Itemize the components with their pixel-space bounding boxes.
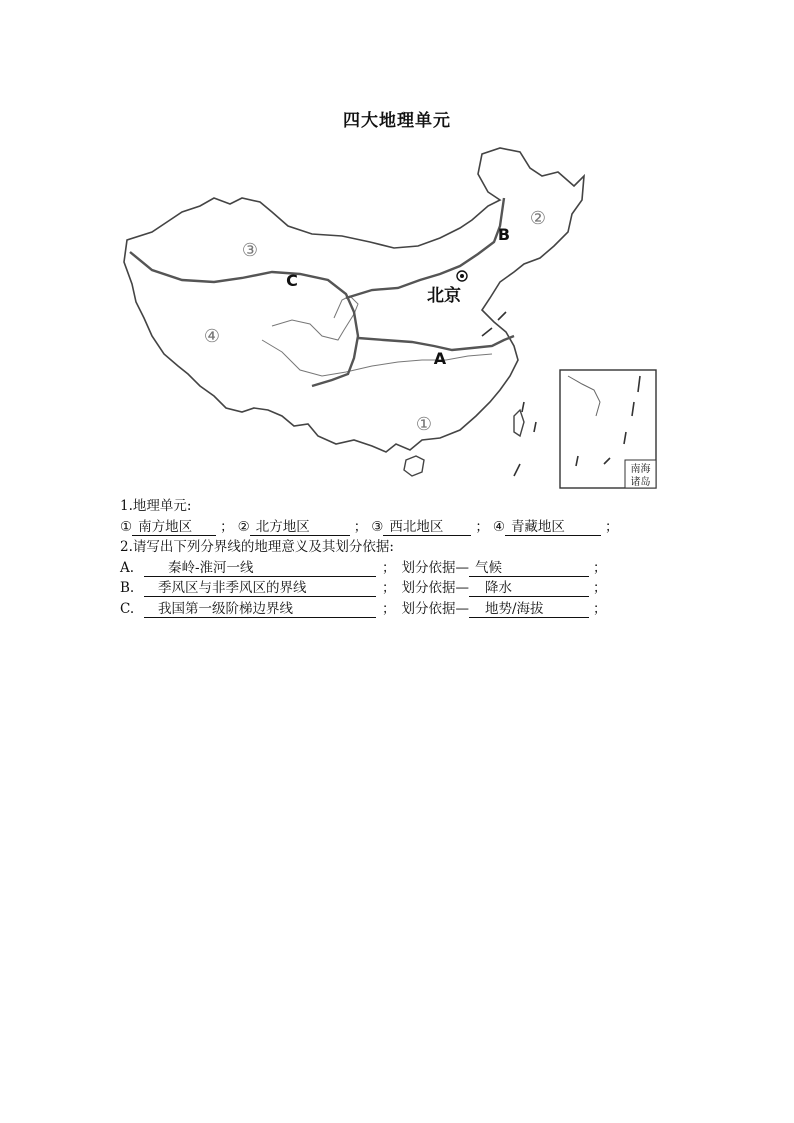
q1-answer-4[interactable]: 青藏地区 [505, 520, 601, 536]
capital-label: 北京 [427, 286, 461, 306]
q2-meaning-a[interactable]: 秦岭-淮河一线 [144, 561, 376, 577]
region-2-label: ② [529, 208, 547, 229]
q2-basis-c[interactable]: 地势/海拔 [469, 602, 589, 618]
worksheet-text [120, 496, 680, 619]
inset-label-line1: 南海 [630, 464, 651, 475]
south-sea-inset [560, 370, 656, 488]
q1-sep-4: ； [604, 518, 619, 535]
q1-heading: 1.地理单元: [120, 498, 192, 514]
q1-sep-2: ； [353, 518, 368, 535]
q2-sep-b2: ； [593, 580, 607, 596]
q2-sep-b1: ； [382, 580, 396, 596]
hainan-island [404, 456, 424, 476]
q1-answer-2[interactable]: 北方地区 [250, 520, 350, 536]
q2-meaning-b[interactable]: 季风区与非季风区的界线 [144, 581, 376, 597]
q2-row-a [120, 558, 680, 579]
q2-basis-label-c: 划分依据— [401, 600, 469, 617]
page-title: 四大地理单元 [343, 111, 451, 131]
q1-answers [120, 517, 680, 538]
q1-sep-3: ； [475, 518, 489, 535]
q2-row-c [120, 599, 680, 620]
q2-heading: 2.请写出下列分界线的地理意义及其划分依据: [120, 539, 394, 555]
q2-basis-a[interactable]: 气候 [469, 561, 589, 577]
q2-letter-a: A. [120, 559, 135, 576]
inset-label-line2: 诸岛 [630, 477, 651, 488]
q1-marker-3: ③ [371, 518, 384, 535]
line-b-label: B [497, 225, 511, 244]
q1-marker-1: ① [120, 518, 133, 535]
q2-sep-a1: ； [382, 559, 396, 576]
region-4-label: ④ [203, 326, 221, 347]
q1-sep-1: ； [220, 518, 234, 535]
q1-answer-3[interactable]: 西北地区 [383, 520, 471, 536]
yellow-river [272, 296, 358, 340]
q1-marker-2: ② [237, 518, 250, 535]
line-a-label: A [433, 349, 447, 368]
q2-basis-label-a: 划分依据— [401, 559, 469, 576]
china-map [122, 140, 670, 492]
q2-letter-b: B. [120, 580, 135, 596]
q2-meaning-c[interactable]: 我国第一级阶梯边界线 [144, 602, 376, 618]
yangtze-river [262, 340, 492, 376]
boundary-line-a [358, 336, 514, 350]
boundary-line-c [130, 252, 358, 386]
capital-dot [460, 274, 464, 278]
q2-sep-a2: ； [593, 559, 607, 576]
q2-basis-label-b: 划分依据— [401, 580, 469, 596]
q1-marker-4: ④ [492, 518, 505, 535]
q2-letter-c: C. [120, 600, 135, 617]
q2-sep-c1: ； [382, 600, 396, 617]
region-1-label: ① [415, 414, 433, 435]
region-3-label: ③ [241, 240, 259, 261]
q1-answer-1[interactable]: 南方地区 [132, 520, 216, 536]
q2-sep-c2: ； [593, 600, 607, 617]
q2-basis-b[interactable]: 降水 [469, 581, 589, 597]
line-c-label: C [286, 271, 298, 290]
q2-row-b [120, 578, 680, 599]
taiwan-island [514, 410, 524, 436]
